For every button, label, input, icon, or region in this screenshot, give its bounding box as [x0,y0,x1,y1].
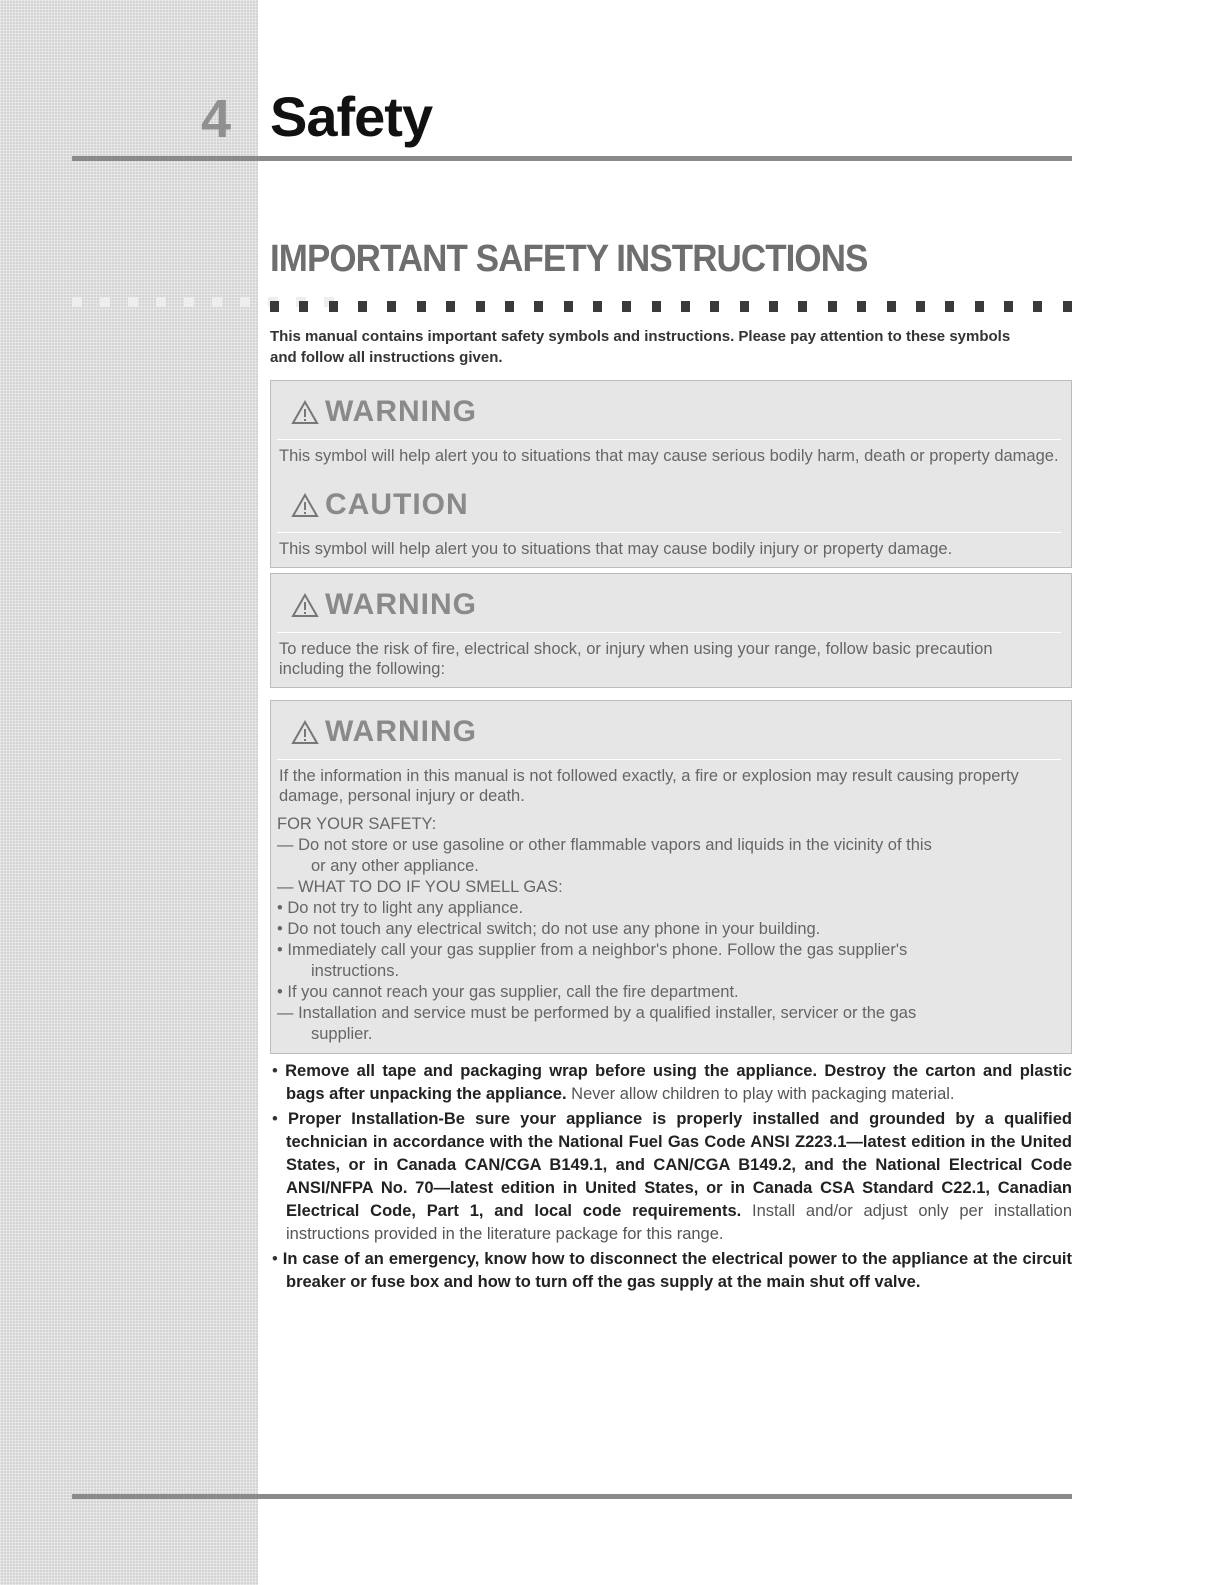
safety-bullet-list [270,1060,1072,1294]
warning-triangle-icon [291,720,319,745]
safety-heading: FOR YOUR SAFETY: [277,815,437,833]
intro-text: This manual contains important safety symbols and instructions. Please pay attention to these symbols and follow all instructions given. [270,328,1011,366]
list-item: instructions. [311,962,400,980]
precaution-warning-box [270,573,1072,688]
bullet-item: • Remove all tape and packaging wrap before using the appliance. Destroy the carton and plastic bags after unpacking the appliance. Never allow children to play with packaging material. [272,1062,1072,1103]
list-item: or any other appliance. [311,857,479,875]
warning-triangle-icon [291,593,319,618]
chapter-sidebar [0,0,258,1585]
warning-label: WARNING [325,395,477,428]
gas-warning-box [270,700,1072,1054]
warning-triangle-icon [291,400,319,425]
caution-description: This symbol will help alert you to situations that may cause bodily injury or property damage. [279,540,953,558]
warning-heading [277,584,1061,628]
section-title: IMPORTANT SAFETY INSTRUCTIONS [270,238,868,280]
caution-triangle-icon [291,493,319,518]
precaution-text: To reduce the risk of fire, electrical shock, or injury when using your range, follow basic precaution including the following: [279,640,993,678]
gas-warning-text: If the information in this manual is not followed exactly, a fire or explosion may result causing property damage, personal injury or death. [279,767,1019,805]
warning-label: WARNING [325,588,477,621]
list-item: • Immediately call your gas supplier from a neighbor's phone. Follow the gas supplier's [277,941,908,959]
warning-description: This symbol will help alert you to situations that may cause serious bodily harm, death or property damage. [279,447,1059,465]
warning-heading [277,711,1061,755]
list-item: — WHAT TO DO IF YOU SMELL GAS: [277,878,563,896]
caution-heading [277,484,1061,528]
footer-rule [72,1494,1072,1499]
header-rule [72,156,1072,161]
list-item: • If you cannot reach your gas supplier, call the fire department. [277,983,739,1001]
chapter-title: Safety [270,85,433,148]
list-item: supplier. [311,1025,373,1043]
main-content [270,238,1072,1296]
warning-label: WARNING [325,715,477,748]
list-item: • Do not touch any electrical switch; do not use any phone in your building. [277,920,821,938]
warning-heading [277,391,1061,435]
list-item: — Do not store or use gasoline or other flammable vapors and liquids in the vicinity of this [277,836,932,854]
caution-label: CAUTION [325,488,469,521]
list-item: • Do not try to light any appliance. [277,899,524,917]
section-dot-row [270,301,1072,312]
list-item: — Installation and service must be performed by a qualified installer, servicer or the gas [277,1004,917,1022]
bullet-item: • In case of an emergency, know how to disconnect the electrical power to the appliance at the circuit breaker or fuse box and how to turn off the gas supply at the main shut off valve. [272,1250,1072,1291]
chapter-number: 4 [200,89,232,149]
symbols-box [270,380,1072,568]
bullet-item: • Proper Installation-Be sure your appliance is properly installed and grounded by a qualified technician in accordance with the National Fuel Gas Code ANSI Z223.1—latest edition in the United States, or in Canada CAN/CGA B149.1, and CAN/CGA B149.2, and the National Electrical Code ANSI/NFPA No. 70—latest edition in United States, or in Canada CSA Standard C22.1, Canadian Electrical Code, Part 1, and local code requirements. Install and/or adjust only per installation instructions provided in the literature package for this range. [272,1110,1072,1243]
